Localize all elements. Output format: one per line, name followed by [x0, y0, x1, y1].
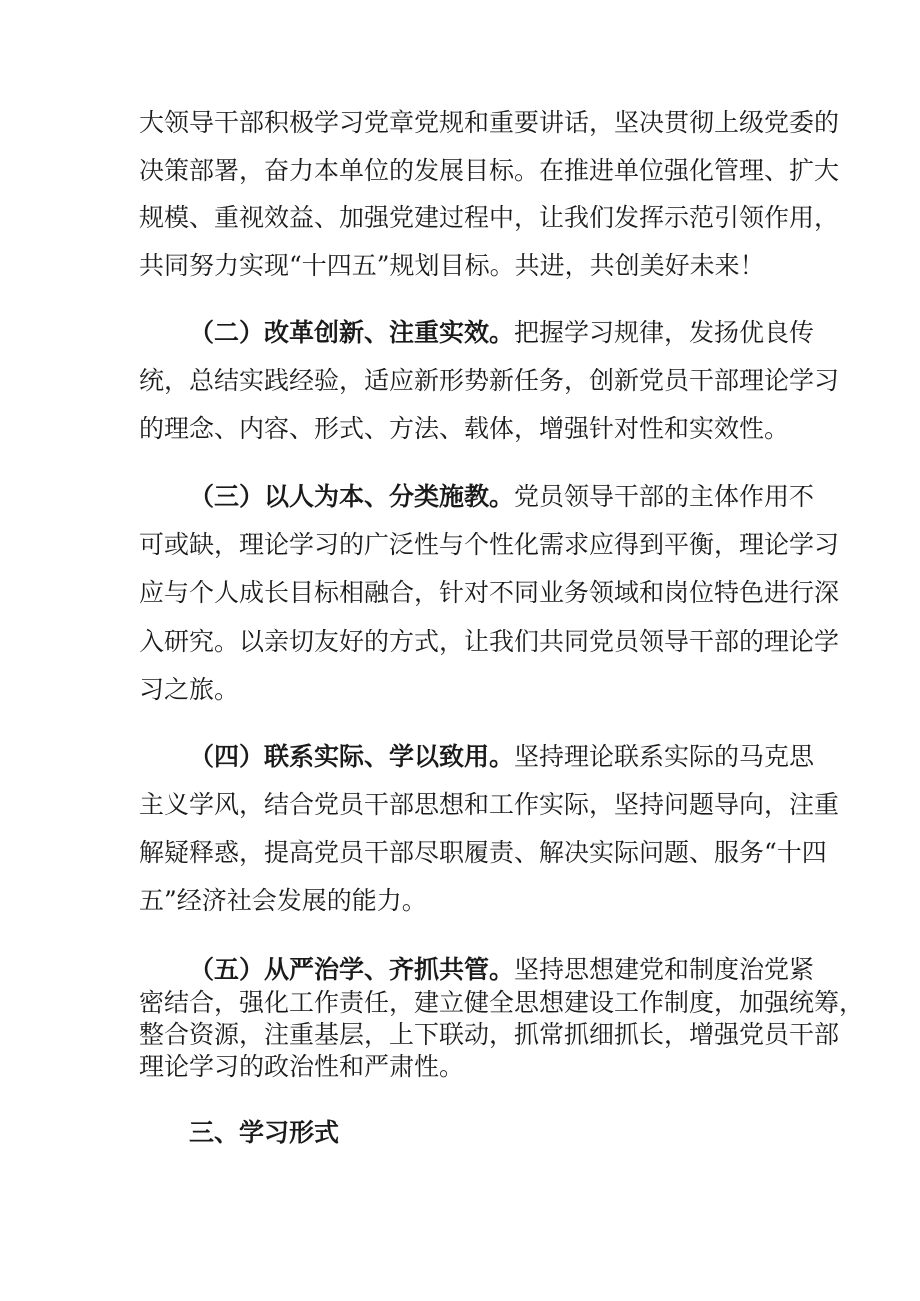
paragraph-text: 坚持理论联系实际的马克思 — [514, 742, 815, 771]
section-heading: 三、学习形式 — [189, 1118, 340, 1147]
subheading-5: （五）从严治学、齐抓共管。 — [189, 955, 515, 984]
paragraph-text: 党员领导干部的主体作用不 — [514, 482, 815, 511]
paragraph-line: 大领导干部积极学习党章党规和重要讲话，坚决贯彻上级党委的 — [139, 108, 840, 137]
paragraph-line: 入研究。以亲切友好的方式，让我们共同党员领导干部的理论学 — [139, 627, 840, 656]
paragraph-line: 解疑释惑，提高党员干部尽职履责、解决实际问题、服务“十四 — [139, 838, 827, 867]
paragraph-first-line — [189, 482, 815, 512]
paragraph-line: 主义学风，结合党员干部思想和工作实际，坚持问题导向，注重 — [139, 790, 840, 819]
paragraph-first-line — [189, 318, 815, 348]
paragraph-first-line — [189, 955, 815, 985]
paragraph-line: 理论学习的政治性和严肃性。 — [139, 1052, 465, 1081]
subheading-2: （二）改革创新、注重实效。 — [189, 318, 515, 347]
paragraph-line: 可或缺，理论学习的广泛性与个性化需求应得到平衡，理论学习 — [139, 530, 840, 559]
paragraph-line: 决策部署，奋力本单位的发展目标。在推进单位强化管理、扩大 — [139, 156, 840, 185]
paragraph-line: 五”经济社会发展的能力。 — [139, 886, 427, 915]
paragraph-line: 共同努力实现“十四五”规划目标。共进，共创美好未来！ — [139, 251, 765, 280]
paragraph-line: 的理念、内容、形式、方法、载体，增强针对性和实效性。 — [139, 414, 790, 443]
paragraph-line: 密结合，强化工作责任，建立健全思想建设工作制度，加强统筹， — [139, 988, 865, 1017]
subheading-3: （三）以人为本、分类施教。 — [189, 482, 515, 511]
paragraph-first-line — [189, 742, 815, 772]
paragraph-text: 坚持思想建党和制度治党紧 — [514, 955, 815, 984]
subheading-4: （四）联系实际、学以致用。 — [189, 742, 515, 771]
paragraph-line: 规模、重视效益、加强党建过程中，让我们发挥示范引领作用， — [139, 203, 840, 232]
paragraph-line: 习之旅。 — [139, 675, 240, 704]
paragraph-text: 把握学习规律，发扬优良传 — [514, 318, 815, 347]
paragraph-line: 整合资源，注重基层，上下联动，抓常抓细抓长，增强党员干部 — [139, 1020, 840, 1049]
paragraph-line: 应与个人成长目标相融合，针对不同业务领域和岗位特色进行深 — [139, 578, 840, 607]
paragraph-line: 统，总结实践经验，适应新形势新任务，创新党员干部理论学习 — [139, 366, 840, 395]
